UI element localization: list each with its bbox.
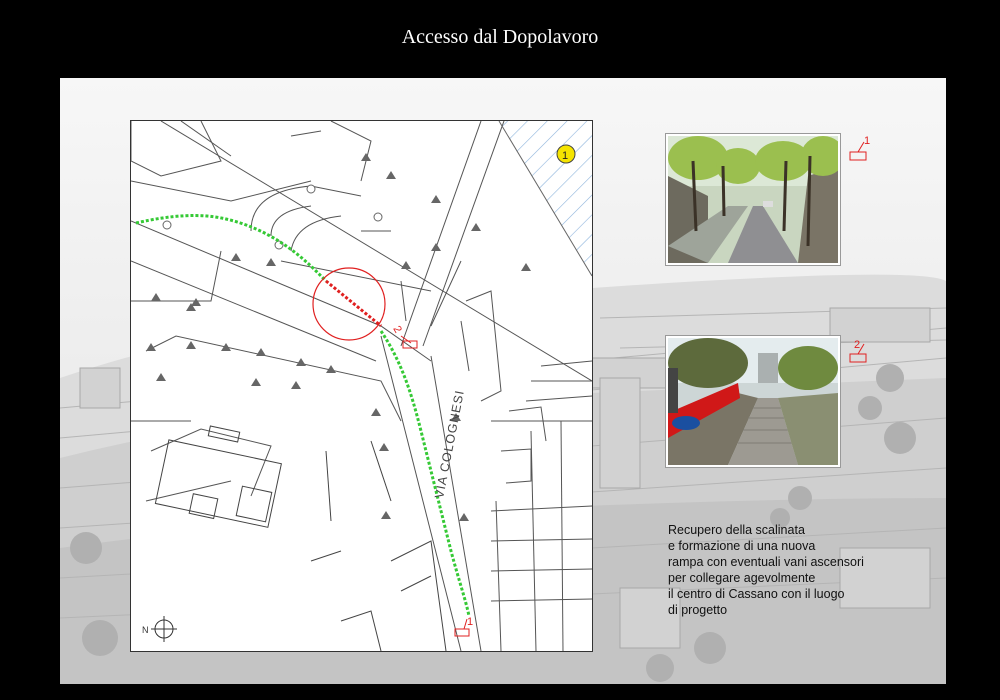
description-line: di progetto	[668, 603, 728, 617]
photo-2-stairway-ramp	[666, 336, 840, 467]
photo-1-viewpoint-marker	[844, 134, 874, 168]
description-line: e formazione di una nuova	[668, 539, 816, 553]
photo-2-viewpoint-marker	[844, 336, 874, 370]
north-label: N	[142, 625, 149, 635]
description-line: per collegare agevolmente	[668, 571, 816, 585]
map-drawing	[131, 121, 592, 651]
street-label: VIA COLOGNESI	[432, 388, 467, 500]
site-map	[130, 120, 593, 652]
svg-text:1: 1	[864, 135, 871, 147]
stair-ramp-segment	[326, 281, 381, 326]
map-viewpoint-2-label: 2	[390, 323, 404, 336]
description-line: Recupero della scalinata	[668, 523, 805, 537]
description-line: rampa con eventuali vani ascensori	[668, 555, 864, 569]
highlight-circle	[313, 268, 385, 340]
presentation-board	[60, 78, 946, 684]
page-title: Accesso dal Dopolavoro	[401, 26, 599, 48]
map-viewpoint-1-label: 1	[467, 616, 474, 628]
north-arrow-icon	[151, 616, 177, 642]
svg-text:2: 2	[854, 339, 861, 351]
project-description	[668, 522, 938, 618]
description-line: il centro di Cassano con il luogo	[668, 587, 845, 601]
pedestrian-path	[136, 216, 469, 616]
sheet-badge-label: 1	[562, 150, 569, 162]
photo-1-tree-lined-road	[666, 134, 840, 265]
large-building	[155, 426, 281, 527]
